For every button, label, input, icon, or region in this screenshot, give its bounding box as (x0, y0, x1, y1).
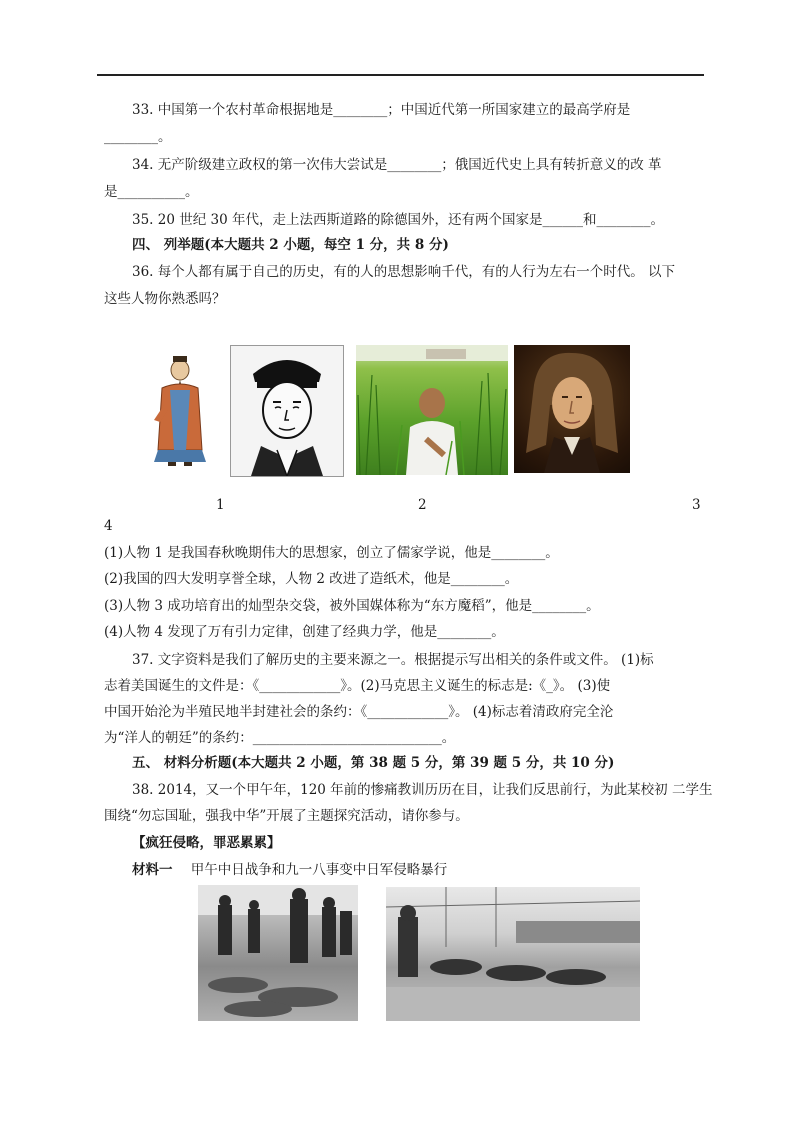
portrait-cai-lun (230, 345, 344, 477)
portrait-label-2: 2 (418, 497, 427, 513)
q38-line2: 围绕“勿忘国耻，强我中华”开展了主题探究活动，请你参与。 (104, 808, 469, 824)
q36-item2: (2)我国的四大发明享誉全球，人物 2 改进了造纸术，他是________。 (104, 571, 519, 587)
q34-line2: 是__________。 (104, 184, 199, 200)
q37-line2: 志着美国诞生的文件是：《____________》。(2)马克思主义诞生的标志是:《_》。 (3)使 (104, 678, 611, 694)
q37-line3: 中国开始沦为半殖民地半封建社会的条约：《____________》。 (4)标志着清政府完全沦 (104, 704, 614, 720)
q34-line1: 34. 无产阶级建立政权的第一次伟大尝试是________；俄国近代史上具有转折意义的改 革 (132, 157, 662, 173)
portrait-confucius (140, 350, 220, 470)
section-4-heading: 四、 列举题(本大题共 2 小题，每空 1 分，共 8 分) (132, 237, 449, 253)
portrait-newton (514, 345, 630, 473)
q38-subheading: 【疯狂侵略，罪恶累累】 (132, 835, 281, 851)
portrait-label-3: 3 (692, 497, 701, 513)
q35-line: 35. 20 世纪 30 年代，走上法西斯道路的除德国外，还有两个国家是______和________。 (132, 212, 664, 228)
section-5-heading: 五、 材料分析题(本大题共 2 小题，第 38 题 5 分，第 39 题 5 分，共 10 分) (132, 755, 615, 771)
material-1-caption (132, 861, 447, 879)
material-1-label: 材料一 (132, 862, 173, 878)
q36-item3: (3)人物 3 成功培育出的灿型杂交袋，被外国媒体称为“东方魔稻”，他是________。 (104, 598, 600, 614)
portrait-label-1: 1 (216, 497, 225, 513)
q37-line4: 为“洋人的朝廷”的条约：____________________________。 (104, 730, 456, 746)
portrait-yuan-longping (356, 345, 508, 475)
header-rule (97, 74, 704, 76)
q33-line1: 33. 中国第一个农村革命根据地是________；中国近代第一所国家建立的最高学府是 (132, 102, 631, 118)
photo-mukden-incident (386, 887, 640, 1021)
q37-line1: 37. 文字资料是我们了解历史的主要来源之一。根据提示写出相关的条件或文件。 (1)标 (132, 652, 654, 668)
q36-item1: (1)人物 1 是我国春秋晚期伟大的思想家，创立了儒家学说，他是________。 (104, 545, 559, 561)
q36-line2: 这些人物你熟悉吗？ (104, 291, 226, 307)
q36-item4: (4)人物 4 发现了万有引力定律，创建了经典力学，他是________。 (104, 624, 505, 640)
portrait-label-4: 4 (104, 518, 113, 534)
q38-line1: 38. 2014，又一个甲午年，120 年前的惨痛教训历历在目，让我们反思前行，为此某校初 二学生 (132, 782, 713, 798)
q36-line1: 36. 每个人都有属于自己的历史，有的人的思想影响千代，有的人行为左右一个时代。 以下 (132, 264, 676, 280)
photo-sino-japanese-war (198, 885, 358, 1021)
material-1-text: 甲午中日战争和九一八事变中日军侵略暴行 (190, 862, 448, 878)
q33-line2: ________。 (104, 129, 172, 145)
